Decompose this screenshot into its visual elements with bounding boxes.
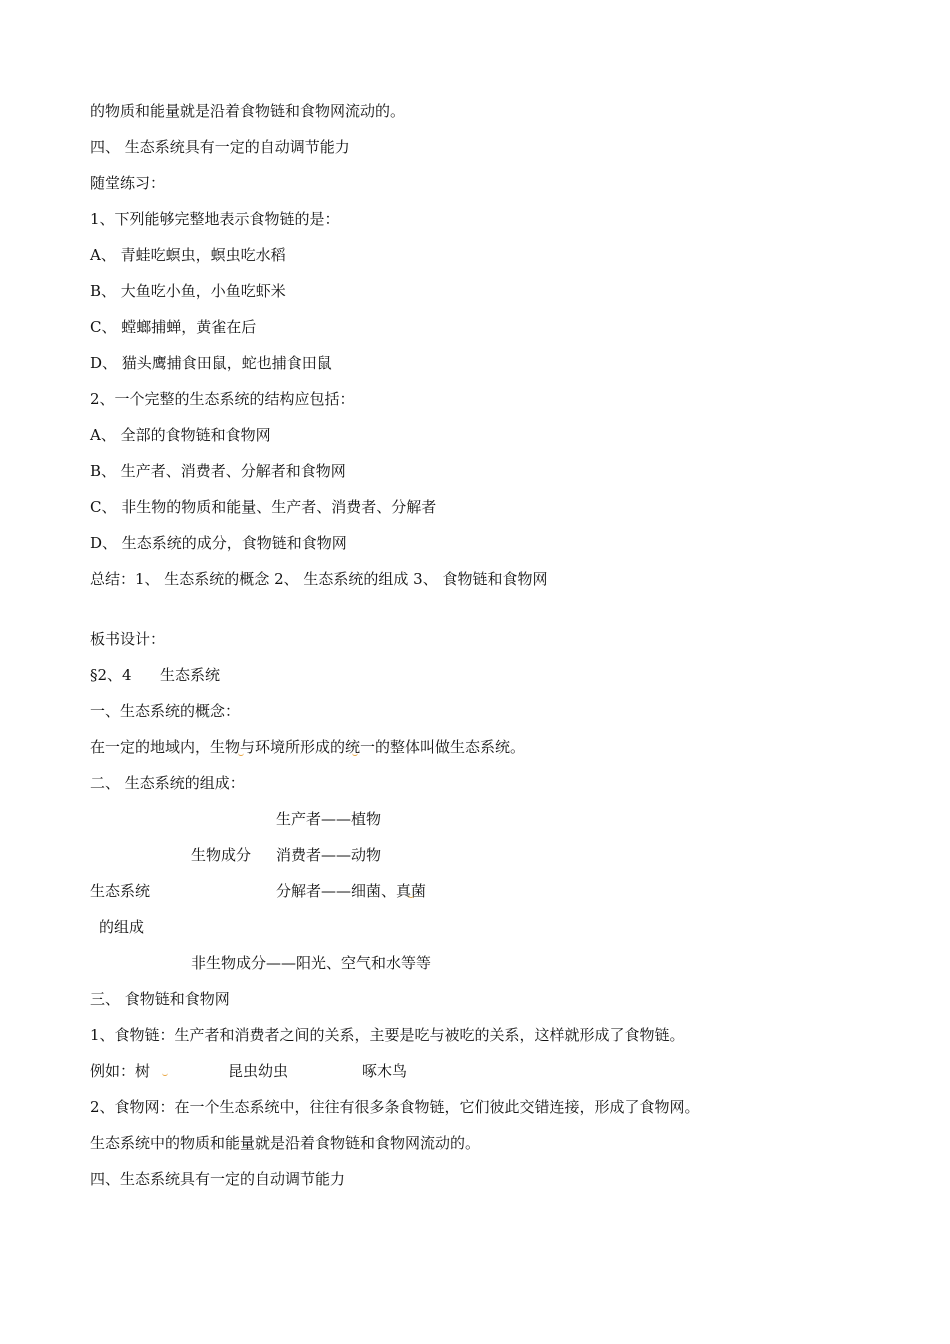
tree-consumer: 消费者——动物 [276,846,382,864]
section-heading: 四、 生态系统具有一定的自动调节能力 [90,138,350,156]
example-item-woodpecker: 啄木鸟 [362,1062,408,1080]
board-paragraph-1: 在一定的地域内，生物与环境所形成的统一的整体叫做生态系统。 [90,738,526,756]
question-1-option-a: A、 青蛙吃螟虫，螟虫吃水稻 [90,246,286,264]
question-2-option-d: D、 生态系统的成分，食物链和食物网 [90,534,347,552]
tree-abiotic-part: 非生物成分——阳光、空气和水等等 [191,954,432,972]
practice-title: 随堂练习： [90,174,166,192]
example-label: 例如：树 [90,1062,151,1080]
example-item-insect-larva: 昆虫幼虫 [228,1062,289,1080]
edit-mark [162,1072,168,1076]
tree-root-line-2: 的组成 [99,918,145,936]
board-heading-4: 四、生态系统具有一定的自动调节能力 [90,1170,346,1188]
question-1-option-c: C、 螳螂捕蝉，黄雀在后 [90,318,257,336]
tree-producer: 生产者——植物 [276,810,382,828]
tree-root-line-1: 生态系统 [90,882,151,900]
question-1-option-b: B、 大鱼吃小鱼，小鱼吃虾米 [90,282,286,300]
board-title: 板书设计： [90,630,166,648]
board-paragraph-flow: 生态系统中的物质和能量就是沿着食物链和食物网流动的。 [90,1134,481,1152]
summary-line: 总结：1、 生态系统的概念 2、 生态系统的组成 3、 食物链和食物网 [90,570,548,588]
question-2-option-a: A、 全部的食物链和食物网 [90,426,271,444]
board-section-name: 生态系统 [160,666,221,684]
board-paragraph-food-web: 2、食物网：在一个生态系统中，往往有很多条食物链，它们彼此交错连接，形成了食物网。 [90,1098,700,1116]
board-heading-3: 三、 食物链和食物网 [90,990,230,1008]
question-2-option-b: B、 生产者、消费者、分解者和食物网 [90,462,346,480]
question-1-option-d: D、 猫头鹰捕食田鼠，蛇也捕食田鼠 [90,354,332,372]
question-2-option-c: C、 非生物的物质和能量、生产者、消费者、分解者 [90,498,437,516]
question-1: 1、下列能够完整地表示食物链的是： [90,210,340,228]
text-line: 的物质和能量就是沿着食物链和食物网流动的。 [90,102,406,120]
board-heading-2: 二、 生态系统的组成： [90,774,245,792]
tree-decomposer: 分解者——细菌、真菌 [276,882,427,900]
board-paragraph-food-chain: 1、食物链：生产者和消费者之间的关系，主要是吃与被吃的关系，这样就形成了食物链。 [90,1026,685,1044]
board-heading-1: 一、生态系统的概念： [90,702,241,720]
tree-biotic-part: 生物成分 [191,846,252,864]
question-2: 2、一个完整的生态系统的结构应包括： [90,390,355,408]
board-section-number: §2、4 [90,666,132,684]
